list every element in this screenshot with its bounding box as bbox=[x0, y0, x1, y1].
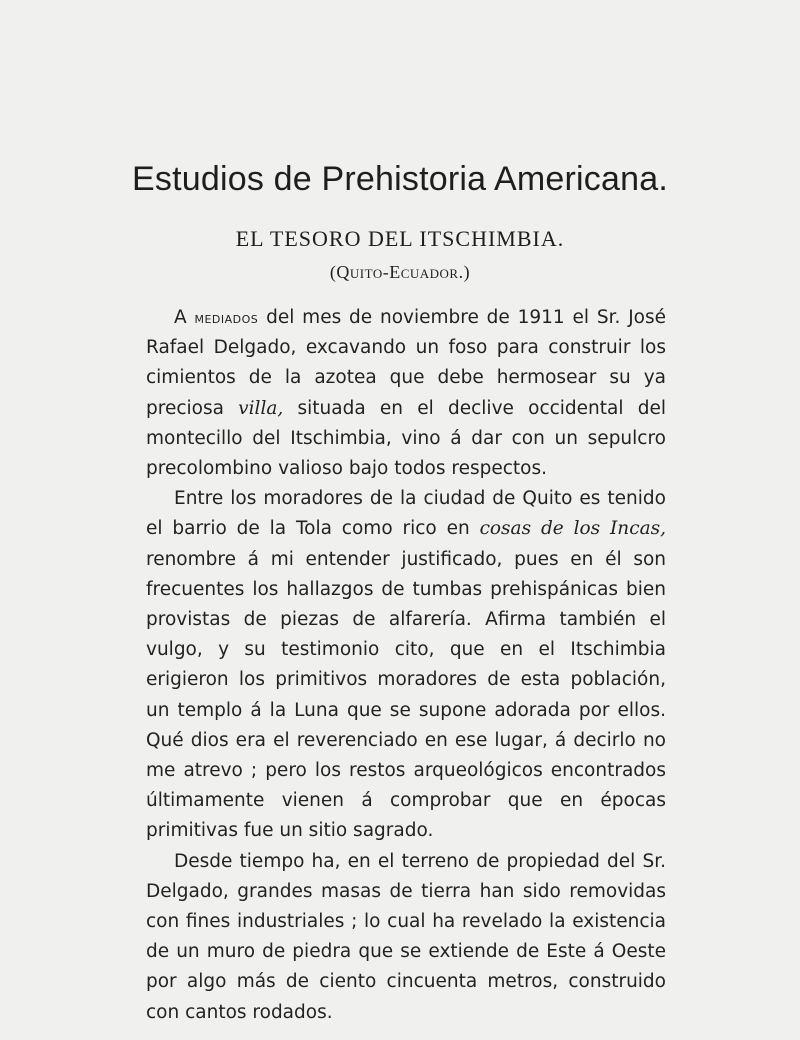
location-heading: (Quito-Ecuador.) bbox=[329, 262, 471, 282]
dropcap-letter: A bbox=[174, 307, 187, 328]
paragraph-3-text: Desde tiempo ha, en el terreno de propiedad del Sr. Delgado, grandes masas de tierra han sido removidas con fines industriales ; lo cual ha revelado la existencia de un muro de piedra que se extiende de Este á Oeste por algo más de ciento cincuenta metros, construido con cantos rodados. bbox=[146, 850, 666, 1023]
paragraph-3 bbox=[146, 847, 666, 1028]
italic-phrase: cosas de los Incas, bbox=[479, 518, 666, 540]
italic-term: villa, bbox=[238, 397, 284, 419]
paragraph-1 bbox=[146, 303, 666, 484]
paragraph-2-text-b: renombre á mi entender justificado, pues en él son frecuentes los hallazgos de tumbas prehispánicas bien provistas de piezas de alfarería. Afirma también el vulgo, y su testimonio cito, que en el Itschimbia erigieron los primitivos moradores de esta población, un templo á la Luna que se supone adorada por ellos. Qué dios era el reverenciado en ese lugar, á decirlo no me atrevo ; pero los restos arqueológicos encontrados últimamente vienen á comprobar que en épocas primitivas fue un sitio sagrado. bbox=[146, 548, 666, 842]
article-heading: EL TESORO DEL ITSCHIMBIA. bbox=[235, 226, 565, 251]
paragraph-1-text-a: del mes de noviembre de 1911 el Sr. José Rafael Delgado, excavando un foso para construir los cimientos de la azotea que debe hermosear su ya preciosa bbox=[146, 307, 666, 419]
document-title: Estudios de Prehistoria Americana. bbox=[132, 160, 668, 198]
article-body bbox=[146, 303, 666, 1028]
paragraph-2-text-a: Entre los moradores de la ciudad de Quito es tenido el barrio de la Tola como rico en bbox=[146, 488, 666, 540]
smallcaps-word: mediados bbox=[194, 308, 259, 327]
paragraph-2 bbox=[146, 484, 666, 846]
paragraph-1-text-b: situada en el declive occidental del montecillo del Itschimbia, vino á dar con un sepulcro precolombino valioso bajo todos respectos. bbox=[146, 397, 666, 480]
